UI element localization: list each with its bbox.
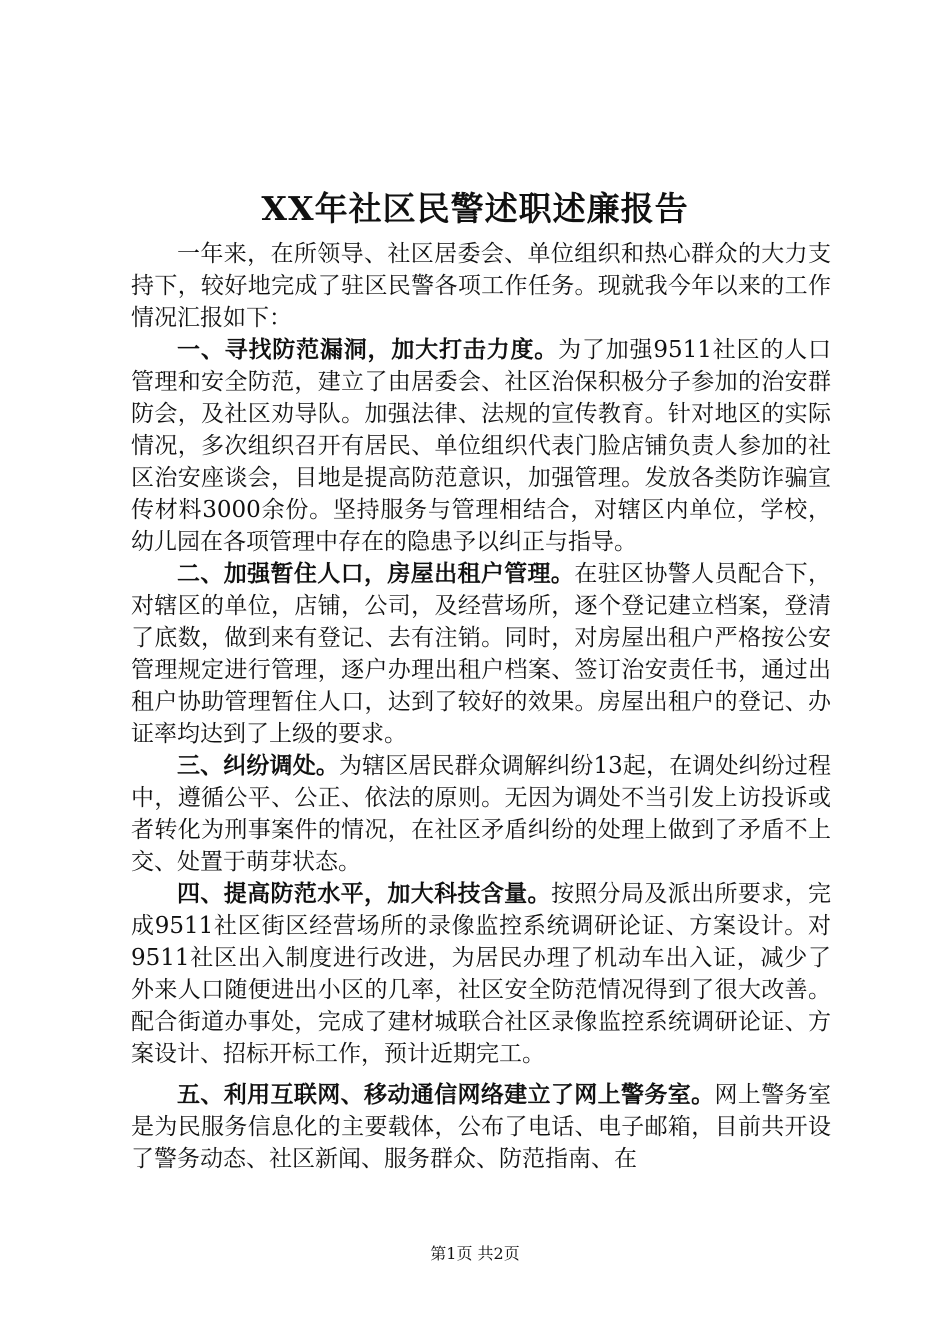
- section-paragraph-4: [131, 878, 831, 1070]
- section-paragraph-5: [131, 1079, 831, 1175]
- section-heading-1: 一、寻找防范漏洞，加大打击力度。: [177, 336, 559, 363]
- section-paragraph-1: [131, 334, 831, 558]
- section-text-2: 在驻区协警人员配合下，对辖区的单位，店铺，公司，及经营场所，逐个登记建立档案，登清了底数，做到来有登记、去有注销。同时，对房屋出租户严格按公安管理规定进行管理，逐户办理出租户档案、签订治安责任书，通过出租户协助管理暂住人口，达到了较好的效果。房屋出租户的登记、办证率均达到了上级的要求。: [131, 561, 832, 747]
- section-text-3: 为辖区居民群众调解纠纷13起，在调处纠纷过程中，遵循公平、公正、依法的原则。无因为调处不当引发上访投诉或者转化为刑事案件的情况，在社区矛盾纠纷的处理上做到了矛盾不上交、处置于萌芽状态。: [131, 753, 831, 875]
- intro-paragraph: 一年来，在所领导、社区居委会、单位组织和热心群众的大力支持下，较好地完成了驻区民警各项工作任务。现就我今年以来的工作情况汇报如下：: [131, 241, 831, 331]
- section-paragraph-3: [131, 750, 831, 878]
- page-number-footer: 第1页 共2页: [430, 1244, 520, 1263]
- document-title: XX年社区民警述职述廉报告: [261, 189, 689, 228]
- section-paragraph-2: [131, 558, 831, 750]
- section-text-5: 网上警务室是为民服务信息化的主要载体，公布了电话、电子邮箱，目前共开设了警务动态、社区新闻、服务群众、防范指南、在: [131, 1082, 832, 1172]
- section-heading-4: 四、提高防范水平，加大科技含量。: [177, 880, 551, 907]
- document-body: [131, 238, 831, 1175]
- section-heading-5: 五、利用互联网、移动通信网络建立了网上警务室。: [177, 1081, 715, 1108]
- section-heading-3: 三、纠纷调处。: [177, 752, 339, 779]
- section-text-4: 按照分局及派出所要求，完成9511社区街区经营场所的录像监控系统调研论证、方案设计。对9511社区出入制度进行改进，为居民办理了机动车出入证，减少了外来人口随便进出小区的几率，社区安全防范情况得到了很大改善。配合街道办事处，完成了建材城联合社区录像监控系统调研论证、方案设计、招标开标工作，预计近期完工。: [131, 881, 832, 1067]
- section-heading-2: 二、加强暂住人口，房屋出租户管理。: [177, 560, 575, 587]
- section-text-1: 为了加强9511社区的人口管理和安全防范，建立了由居委会、社区治保积极分子参加的治安群防会，及社区劝导队。加强法律、法规的宣传教育。针对地区的实际情况，多次组织召开有居民、单位组织代表门脸店铺负责人参加的社区治安座谈会，目地是提高防范意识，加强管理。发放各类防诈骗宣传材料3000余份。坚持服务与管理相结合，对辖区内单位，学校，幼儿园在各项管理中存在的隐患予以纠正与指导。: [131, 337, 831, 555]
